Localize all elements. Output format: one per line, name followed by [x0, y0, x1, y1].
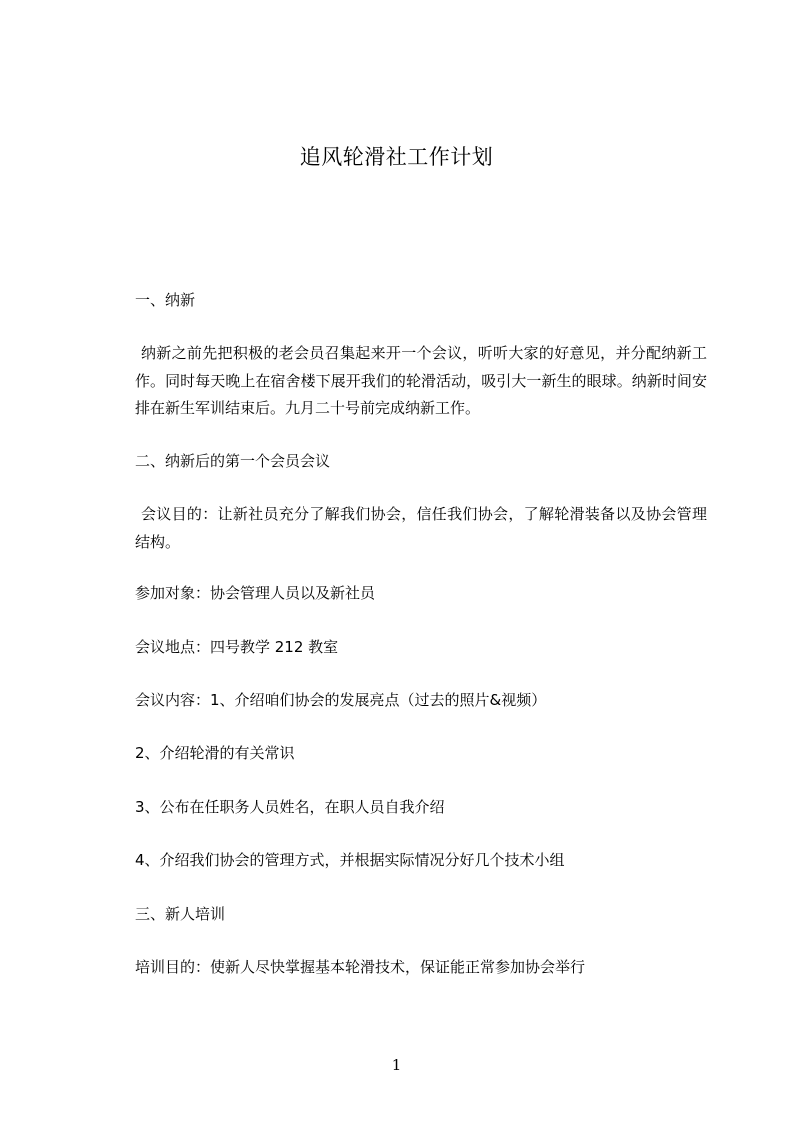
- meeting-content-item-3: 3、公布在任职务人员姓名，在职人员自我介绍: [135, 798, 445, 816]
- meeting-content-item-4: 4、介绍我们协会的管理方式，并根据实际情况分好几个技术小组: [135, 851, 565, 869]
- page-number: 1: [391, 1056, 402, 1074]
- training-goal: 培训目的：使新人尽快掌握基本轮滑技术，保证能正常参加协会举行: [135, 958, 586, 976]
- meeting-content-item-2: 2、介绍轮滑的有关常识: [135, 744, 295, 762]
- meeting-location: 会议地点：四号教学 212 教室: [135, 638, 339, 656]
- section-heading-first-meeting: 二、纳新后的第一个会员会议: [135, 452, 331, 470]
- section-heading-training: 三、新人培训: [135, 905, 226, 923]
- document-title: 追风轮滑社工作计划: [299, 145, 494, 169]
- recruitment-paragraph: 纳新之前先把积极的老会员召集起来开一个会议，听听大家的好意见，并分配纳新工作。同时每天晚上在宿舍楼下展开我们的轮滑活动，吸引大一新生的眼球。纳新时间安排在新生军训结束后。九月二十号前完成纳新工作。: [135, 344, 707, 417]
- meeting-participants: 参加对象：协会管理人员以及新社员: [135, 584, 376, 602]
- meeting-purpose-paragraph: 会议目的：让新社员充分了解我们协会，信任我们协会，了解轮滑装备以及协会管理结构。: [135, 505, 707, 551]
- section-heading-recruitment: 一、纳新: [135, 291, 196, 309]
- meeting-content-item-1: 会议内容：1、介绍咱们协会的发展亮点（过去的照片&视频）: [135, 691, 547, 709]
